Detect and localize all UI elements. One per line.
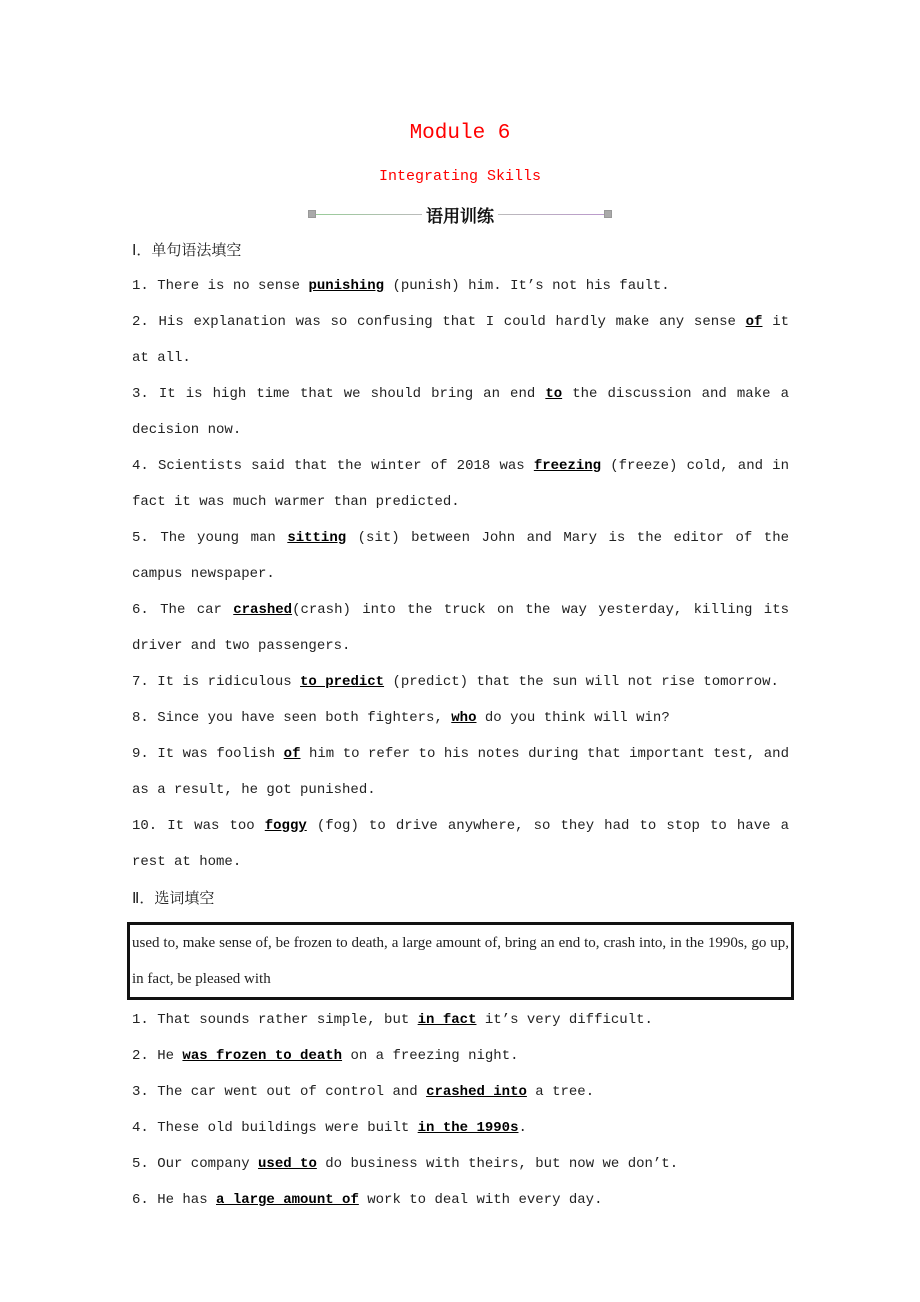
question-text: (crash) into the truck on the way yesterday, killing its driver and two passengers. [132,602,790,654]
question-text: (freeze) cold, and in fact it was much warmer than predicted. [132,458,789,510]
question-item [132,700,789,736]
question-item [132,268,789,304]
answer-blank: foggy [264,818,307,834]
answer-blank: in fact [417,1012,477,1028]
question-text: do you think will win? [476,710,670,726]
question-text: work to deal with every day. [358,1192,603,1208]
question-item [132,1074,789,1110]
banner-divider [316,214,422,215]
section-banner [308,203,612,225]
question-text: 3. It is high time that we should bring an end [132,386,546,402]
question-text: him to refer to his notes during that important test, and as a result, he got punished. [132,746,789,798]
answer-blank: to [545,386,563,402]
answer-blank: in the 1990s [417,1120,519,1136]
question-item [132,1146,789,1182]
question-text: 2. He [132,1048,183,1064]
question-text: 5. The young man [132,530,288,546]
answer-blank: crashed [233,602,293,618]
banner-divider [498,214,604,215]
answer-blank: was frozen to death [182,1048,343,1064]
banner-right-ornament [604,210,612,218]
question-text: 4. Scientists said that the winter of 2018 was [132,458,534,474]
answer-blank: freezing [533,458,602,474]
question-text: (predict) that the sun will not rise tomorrow. [384,674,779,690]
banner-title: 语用训练 [426,206,494,227]
question-text: 7. It is ridiculous [132,674,301,690]
question-text: 8. Since you have seen both fighters, [132,710,452,726]
answer-blank: punishing [308,278,385,294]
answer-blank: used to [258,1156,317,1172]
question-text: (sit) between John and Mary is the editor of the campus newspaper. [132,530,789,582]
question-text: 4. These old buildings were built [132,1120,418,1136]
question-text: . [518,1120,527,1136]
question-text: 5. Our company [132,1156,259,1172]
answer-blank: who [451,710,477,726]
answer-blank: to predict [300,674,385,690]
question-text: on a freezing night. [342,1048,519,1064]
question-item [132,808,789,880]
question-item [132,736,789,808]
question-text: it at all. [132,314,789,366]
page-title: Module 6 [409,122,511,145]
question-text: 3. The car went out of control and [132,1084,427,1100]
question-text: 10. It was too [132,818,265,834]
question-text: (punish) him. It’s not his fault. [384,278,670,294]
page-subtitle: Integrating Skills [378,168,542,185]
question-item [132,448,789,520]
question-item [132,1182,789,1218]
section-heading: Ⅰ．单句语法填空 [132,241,242,259]
question-item [132,304,789,376]
answer-blank: of [283,746,301,762]
answer-blank: of [745,314,763,330]
question-text: it’s very difficult. [476,1012,653,1028]
question-item [132,376,789,448]
question-text: 6. The car [132,602,234,618]
question-text: 1. There is no sense [132,278,309,294]
exercise-content [132,232,789,1218]
question-item [132,520,789,592]
word-choice-list [132,1002,789,1218]
question-text: a tree. [526,1084,595,1100]
question-item [132,664,789,700]
question-text: (fog) to drive anywhere, so they had to stop to have a rest at home. [132,818,789,870]
answer-blank: sitting [287,530,347,546]
question-text: 1. That sounds rather simple, but [132,1012,418,1028]
question-text: do business with theirs, but now we don’t. [316,1156,679,1172]
question-item [132,1110,789,1146]
answer-blank: a large amount of [216,1192,359,1208]
question-text: 9. It was foolish [132,746,284,762]
question-item [132,1038,789,1074]
answer-blank: crashed into [426,1084,527,1100]
question-item [132,592,789,664]
question-item [132,1002,789,1038]
banner-left-ornament [308,210,316,218]
grammar-fill-list [132,268,789,880]
question-text: 2. His explanation was so confusing that I could hardly make any sense [132,314,746,330]
word-bank-box: used to, make sense of, be frozen to death, a large amount of, bring an end to, crash into, in the 1990s, go up, in fact, be pleased with [127,922,794,1000]
question-text: the discussion and make a decision now. [132,386,789,438]
section-heading: Ⅱ．选词填空 [132,889,215,907]
question-text: 6. He has [132,1192,217,1208]
